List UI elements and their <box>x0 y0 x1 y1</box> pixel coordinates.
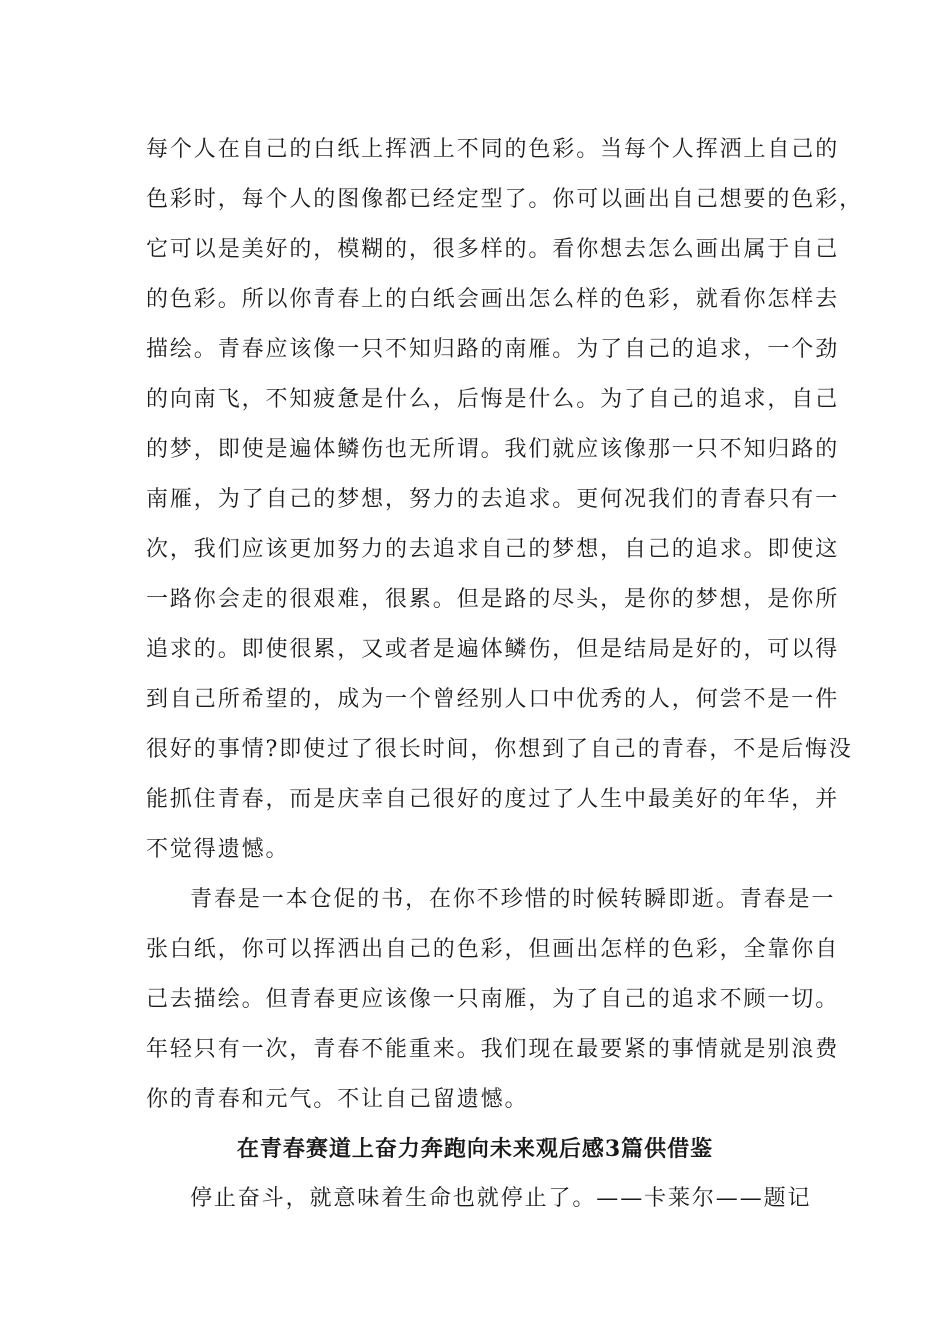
paragraph-1-line-10: 一路你会走的很艰难，很累。但是路的尽头，是你的梦想，是你所 <box>146 587 840 612</box>
paragraph-2-line-1: 青春是一本仓促的书，在你不珍惜的时候转瞬即逝。青春是一 <box>190 887 836 912</box>
paragraph-1-line-4: 的色彩。所以你青春上的白纸会画出怎么样的色彩，就看你怎样去 <box>146 287 840 312</box>
paragraph-1-line-6: 的向南飞，不知疲惫是什么，后悔是什么。为了自己的追求，自己 <box>146 387 840 412</box>
paragraph-1-line-7: 的梦，即使是遍体鳞伤也无所谓。我们就应该像那一只不知归路的 <box>146 437 840 462</box>
paragraph-1-line-2: 色彩时，每个人的图像都已经定型了。你可以画出自己想要的色彩， <box>146 187 864 212</box>
paragraph-1-line-5: 描绘。青春应该像一只不知归路的南雁。为了自己的追求，一个劲 <box>146 337 840 362</box>
paragraph-1-line-12: 到自己所希望的，成为一个曾经别人口中优秀的人，何尝不是一件 <box>146 687 840 712</box>
paragraph-2-line-4: 年轻只有一次，青春不能重来。我们现在最要紧的事情就是别浪费 <box>146 1037 840 1062</box>
paragraph-1-line-3: 它可以是美好的，模糊的，很多样的。看你想去怎么画出属于自己 <box>146 237 840 262</box>
paragraph-1-line-14: 能抓住青春，而是庆幸自己很好的度过了人生中最美好的年华，并 <box>146 787 840 812</box>
paragraph-2-line-2: 张白纸，你可以挥洒出自己的色彩，但画出怎样的色彩，全靠你自 <box>146 937 840 962</box>
epigraph: 停止奋斗，就意味着生命也就停止了。——卡莱尔——题记 <box>190 1186 812 1211</box>
paragraph-1-line-8: 南雁，为了自己的梦想，努力的去追求。更何况我们的青春只有一 <box>146 487 840 512</box>
paragraph-1-line-15: 不觉得遗憾。 <box>146 837 290 862</box>
paragraph-1-line-13: 很好的事情?即使过了很长时间，你想到了自己的青春，不是后悔没 <box>146 737 853 762</box>
paragraph-2-line-3: 己去描绘。但青春更应该像一只南雁，为了自己的追求不顾一切。 <box>146 987 840 1012</box>
section-heading: 在青春赛道上奋力奔跑向未来观后感3篇供借鉴 <box>236 1136 714 1162</box>
paragraph-1-line-11: 追求的。即使很累，又或者是遍体鳞伤，但是结局是好的，可以得 <box>146 637 840 662</box>
paragraph-1-line-1: 每个人在自己的白纸上挥洒上不同的色彩。当每个人挥洒上自己的 <box>146 137 840 162</box>
paragraph-1-line-9: 次，我们应该更加努力的去追求自己的梦想，自己的追求。即使这 <box>146 537 840 562</box>
paragraph-2-line-5: 你的青春和元气。不让自己留遗憾。 <box>146 1087 529 1112</box>
